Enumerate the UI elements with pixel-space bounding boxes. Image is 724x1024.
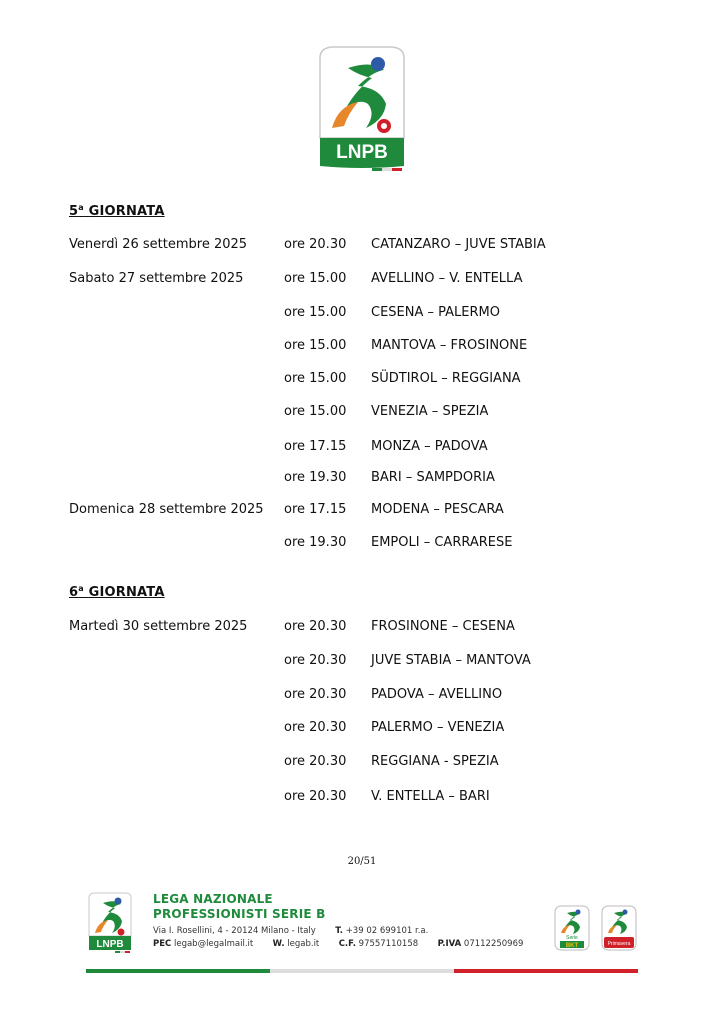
- web-label: W.: [272, 939, 285, 949]
- piva-label: P.IVA: [437, 939, 462, 949]
- fixture-row: [0, 789, 724, 807]
- fixture-row: [0, 237, 724, 255]
- tricolor-divider: [86, 969, 638, 973]
- fixture-time: ore 15.00: [284, 271, 347, 286]
- fixture-time: ore 20.30: [284, 237, 347, 252]
- section-title-6: 6$^a$ GIORNATA: [69, 584, 165, 600]
- fixture-row: [0, 305, 724, 323]
- logo-text: LNPB: [336, 142, 388, 163]
- fixture-time: ore 17.15: [284, 502, 347, 517]
- fixture-match: REGGIANA - SPEZIA: [371, 754, 499, 769]
- fixture-time: ore 20.30: [284, 687, 347, 702]
- cf-label: C.F.: [338, 939, 356, 949]
- fixture-row: [0, 687, 724, 705]
- fixture-row: [0, 754, 724, 772]
- fixture-row: [0, 619, 724, 637]
- fixture-row: [0, 535, 724, 553]
- fixture-time: ore 20.30: [284, 619, 347, 634]
- fixture-match: CATANZARO – JUVE STABIA: [371, 237, 546, 252]
- fixture-time: ore 20.30: [284, 653, 347, 668]
- codice-fiscale: 97557110158: [358, 939, 419, 949]
- page-number: 20/51: [347, 856, 377, 867]
- fixture-time: ore 19.30: [284, 470, 347, 485]
- fixture-row: [0, 371, 724, 389]
- fixture-date: Domenica 28 settembre 2025: [69, 502, 264, 517]
- fixture-row: [0, 439, 724, 457]
- footer-lnpb-logo-icon: [86, 890, 134, 954]
- fixture-match: BARI – SAMPDORIA: [371, 470, 495, 485]
- fixture-time: ore 15.00: [284, 338, 347, 353]
- fixture-match: JUVE STABIA – MANTOVA: [371, 653, 531, 668]
- org-name-line1: LEGA NAZIONALE: [153, 892, 273, 906]
- primavera-logo-icon: [601, 905, 637, 951]
- fixture-date: Venerdì 26 settembre 2025: [69, 237, 248, 252]
- fixture-match: PALERMO – VENEZIA: [371, 720, 505, 735]
- fixture-match: MONZA – PADOVA: [371, 439, 488, 454]
- fixture-row: [0, 470, 724, 488]
- fixture-row: [0, 502, 724, 520]
- fixture-match: VENEZIA – SPEZIA: [371, 404, 489, 419]
- fixture-time: ore 15.00: [284, 371, 347, 386]
- fixture-match: SÜDTIROL – REGGIANA: [371, 371, 521, 386]
- contact-line-2: [153, 939, 523, 949]
- fixture-time: ore 20.30: [284, 789, 347, 804]
- fixture-row: [0, 404, 724, 422]
- serie-bkt-logo-icon: [554, 905, 590, 951]
- pec-label: PEC: [153, 939, 172, 949]
- phone: +39 02 699101 r.a.: [345, 926, 429, 936]
- phone-label: T.: [335, 926, 343, 936]
- fixture-match: CESENA – PALERMO: [371, 305, 500, 320]
- fixture-row: [0, 720, 724, 738]
- fixture-date: Martedì 30 settembre 2025: [69, 619, 248, 634]
- fixture-match: MANTOVA – FROSINONE: [371, 338, 528, 353]
- partita-iva: 07112250969: [463, 939, 524, 949]
- primavera-label: Primavera: [607, 941, 631, 947]
- serie-label: Serie: [566, 935, 578, 941]
- pec-email: legab@legalmail.it: [173, 939, 254, 949]
- fixture-row: [0, 271, 724, 289]
- fixture-match: FROSINONE – CESENA: [371, 619, 515, 634]
- org-name-line2: PROFESSIONISTI SERIE B: [153, 907, 326, 921]
- footer-logo-text: LNPB: [96, 939, 124, 950]
- section-title-5: 5$^a$ GIORNATA: [69, 203, 165, 219]
- fixture-time: ore 20.30: [284, 754, 347, 769]
- fixture-time: ore 17.15: [284, 439, 347, 454]
- fixture-row: [0, 653, 724, 671]
- fixture-match: EMPOLI – CARRARESE: [371, 535, 513, 550]
- contact-line-1: [153, 926, 428, 936]
- fixture-time: ore 15.00: [284, 404, 347, 419]
- fixture-match: PADOVA – AVELLINO: [371, 687, 503, 702]
- fixture-time: ore 19.30: [284, 535, 347, 550]
- fixture-time: ore 15.00: [284, 305, 347, 320]
- fixture-match: MODENA – PESCARA: [371, 502, 504, 517]
- bkt-label: BKT: [565, 943, 579, 949]
- website: legab.it: [287, 939, 320, 949]
- fixture-time: ore 20.30: [284, 720, 347, 735]
- fixture-match: AVELLINO – V. ENTELLA: [371, 271, 523, 286]
- fixture-date: Sabato 27 settembre 2025: [69, 271, 244, 286]
- lnpb-logo-icon: [314, 42, 410, 172]
- fixture-row: [0, 338, 724, 356]
- fixture-match: V. ENTELLA – BARI: [371, 789, 490, 804]
- address: Via I. Rosellini, 4 - 20124 Milano - Italy: [153, 926, 316, 936]
